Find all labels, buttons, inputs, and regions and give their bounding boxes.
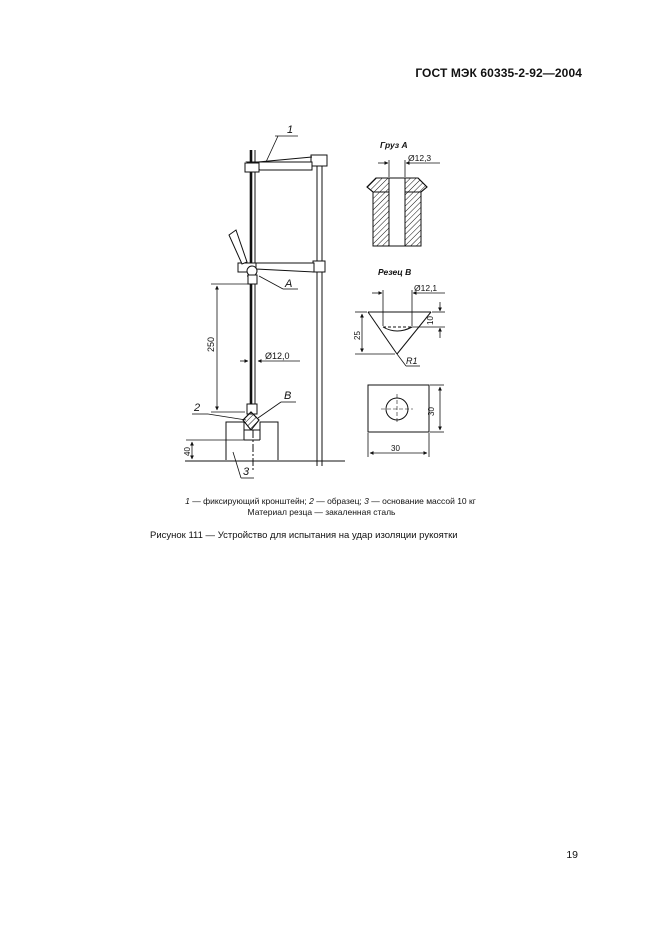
weight-diameter-label: Ø12,3 [408,153,432,163]
dim-10-label: 10 [426,316,435,325]
r1-label: R1 [406,356,418,366]
label-a: A [285,278,293,290]
support-pole [311,155,327,466]
dim-40-label: 40 [183,447,192,456]
dim-250-label: 250 [206,336,216,352]
weight-title: Груз A [380,140,408,150]
label-2: 2 [194,402,201,414]
legend-line-2: Материал резца — закаленная сталь [247,507,396,517]
dimension-250 [211,284,248,412]
weight-on-rod [248,275,257,284]
fixing-bracket [229,230,314,276]
document-header: ГОСТ МЭК 60335-2-92—2004 [415,66,582,80]
label-3: 3 [243,466,250,478]
label-1: 1 [287,124,294,136]
weight-section [367,178,427,246]
cutter-top-view [368,385,429,432]
leader-b [258,402,296,418]
impact-apparatus [185,150,345,470]
legend-line-1: 1 — фиксирующий кронштейн; 2 — образец; 3 — основание массой 10 кг [185,496,476,506]
cutter-title: Резец B [378,267,412,277]
leader-1 [266,136,298,162]
label-b: B [284,390,292,402]
cutter-on-rod [243,404,259,430]
page-number: 19 [566,849,578,861]
leader-2 [192,414,246,420]
cutter-view [368,312,431,354]
cutter-diameter-label: Ø12,1 [414,283,438,293]
dim-30-horizontal-label: 30 [391,444,400,453]
figure-legend [0,496,661,518]
figure-caption: Рисунок 111 — Устройство для испытания на удар изоляции рукоятки [150,530,458,541]
rod-diameter-label: Ø12,0 [265,351,290,361]
dim-25-label: 25 [353,331,362,340]
dim-30-vertical-label: 30 [427,407,436,416]
